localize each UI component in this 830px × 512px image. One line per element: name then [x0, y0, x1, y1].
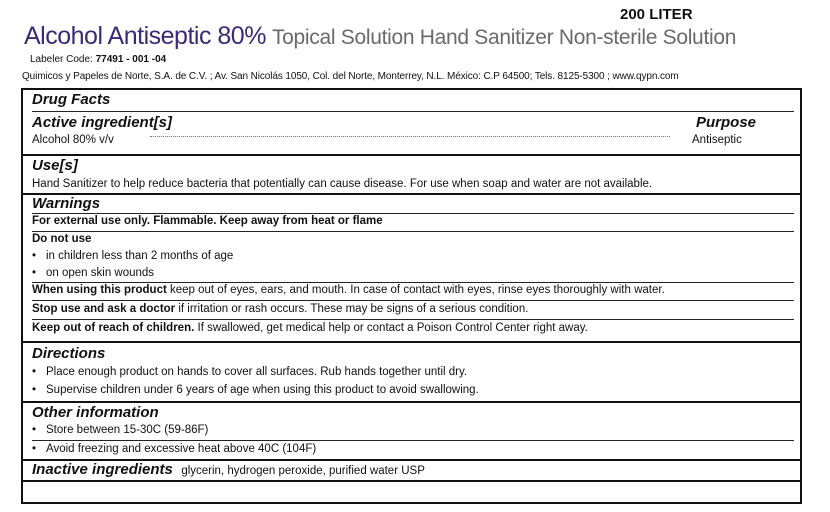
directions-item — [32, 366, 467, 378]
directions-heading: Directions — [32, 345, 106, 362]
stop-use-warning — [32, 303, 528, 315]
divider — [32, 282, 794, 283]
uses-heading: Use[s] — [32, 157, 78, 174]
other-information-heading: Other information — [32, 404, 159, 421]
bullet: • — [32, 267, 37, 279]
section-divider — [23, 480, 800, 482]
directions-item — [32, 384, 479, 396]
when-using-warning — [32, 284, 665, 296]
labeler-prefix: Labeler Code: — [30, 54, 96, 65]
inactive-ingredients-heading: Inactive ingredients — [32, 461, 173, 478]
stop-use-label: Stop use and ask a doctor — [32, 303, 176, 315]
section-divider — [23, 193, 800, 195]
divider — [32, 440, 794, 441]
when-using-label: When using this product — [32, 284, 167, 296]
dotted-leader — [150, 136, 670, 137]
do-not-use-item-text: on open skin wounds — [46, 267, 155, 279]
divider — [32, 111, 794, 112]
section-divider — [23, 341, 800, 343]
bullet: • — [32, 424, 37, 436]
labeler-code: 77491 - 001 -04 — [95, 54, 167, 65]
volume-label: 200 LITER — [620, 6, 693, 23]
uses-text: Hand Sanitizer to help reduce bacteria that potentially can cause disease. For use when soap and water are not available. — [32, 178, 653, 190]
inactive-ingredients-line — [32, 461, 425, 479]
external-use-warning: For external use only. Flammable. Keep away from heat or flame — [32, 215, 383, 227]
divider — [32, 300, 794, 301]
do-not-use-heading: Do not use — [32, 233, 92, 245]
warnings-heading: Warnings — [32, 195, 101, 212]
do-not-use-item — [32, 267, 154, 279]
directions-item-text: Supervise children under 6 years of age when using this product to avoid swallowing. — [46, 384, 479, 396]
when-using-text: keep out of eyes, ears, and mouth. In case of contact with eyes, rinse eyes thoroughly with water. — [166, 284, 665, 296]
inactive-ingredients-text: glycerin, hydrogen peroxide, purified water USP — [181, 465, 425, 477]
product-title — [24, 22, 736, 51]
active-ingredient-heading: Active ingredient[s] — [32, 114, 173, 131]
other-information-item — [32, 443, 316, 455]
stop-use-text: if irritation or rash occurs. These may be signs of a serious condition. — [175, 303, 529, 315]
do-not-use-item — [32, 250, 233, 262]
drug-facts-title: Drug Facts — [32, 91, 111, 108]
bullet: • — [32, 250, 37, 262]
product-name: Alcohol Antiseptic 80% — [24, 22, 266, 50]
purpose-value: Antiseptic — [692, 134, 742, 146]
bullet: • — [32, 366, 37, 378]
manufacturer-address: Quimicos y Papeles de Norte, S.A. de C.V. ; Av. San Nicolás 1050, Col. del Norte, Monterrey, N.L. México: C.P 64500; Tels. 8125-5300 ; www.qypn.com — [22, 71, 679, 82]
product-description: Topical Solution Hand Sanitizer Non-sterile Solution — [271, 26, 737, 49]
section-divider — [23, 401, 800, 403]
directions-item-text: Place enough product on hands to cover all surfaces. Rub hands together until dry. — [46, 366, 468, 378]
labeler-code-line — [30, 54, 166, 65]
keep-out-text: If swallowed, get medical help or contact a Poison Control Center right away. — [194, 322, 588, 334]
do-not-use-item-text: in children less than 2 months of age — [46, 250, 234, 262]
section-divider — [23, 154, 800, 156]
divider — [32, 231, 794, 232]
active-ingredient-value: Alcohol 80% v/v — [32, 134, 114, 146]
other-information-item — [32, 424, 208, 436]
drug-facts-panel — [21, 88, 802, 504]
keep-out-warning — [32, 322, 588, 334]
other-information-item-text: Store between 15-30C (59-86F) — [46, 424, 209, 436]
divider — [32, 213, 794, 214]
divider — [32, 319, 794, 320]
purpose-heading: Purpose — [696, 114, 757, 131]
bullet: • — [32, 443, 37, 455]
keep-out-label: Keep out of reach of children. — [32, 322, 195, 334]
other-information-item-text: Avoid freezing and excessive heat above 40C (104F) — [46, 443, 317, 455]
bullet: • — [32, 384, 37, 396]
